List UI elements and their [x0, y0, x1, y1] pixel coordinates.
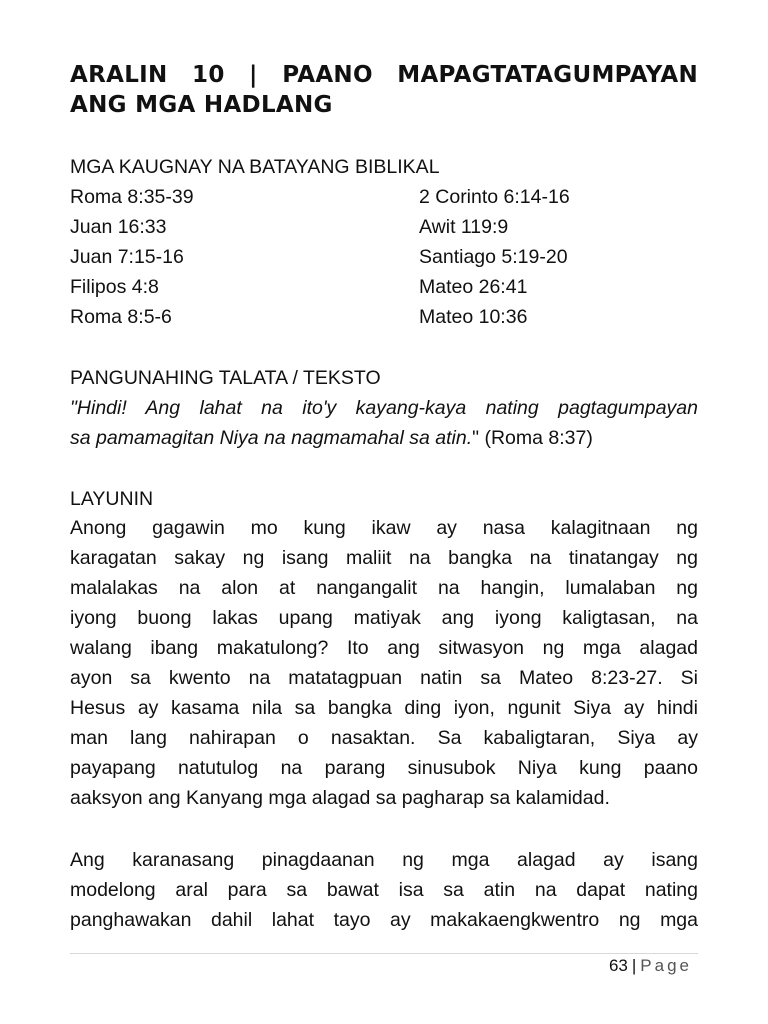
- paragraph-line: panghawakan dahil lahat tayo ay makakaengkwentro ng mga: [70, 909, 698, 931]
- page-footer: [609, 955, 692, 977]
- layunin-paragraph-2: [70, 845, 698, 935]
- paragraph-line: payapang natutulog na parang sinusubok Niya kung paano: [70, 757, 698, 779]
- paragraph-line: man lang nahirapan o nasaktan. Sa kabaligtaran, Siya ay: [70, 727, 698, 749]
- page-label: Page: [640, 956, 692, 975]
- paragraph-line: Hesus ay kasama nila sa bangka ding iyon, ngunit Siya ay hindi: [70, 697, 698, 719]
- ref-left: Juan 16:33: [70, 216, 167, 238]
- paragraph-line: malalakas na alon at nangangalit na hangin, lumalaban ng: [70, 577, 698, 599]
- paragraph-line: karagatan sakay ng isang maliit na bangka na tinatangay ng: [70, 547, 698, 569]
- footer-separator: |: [631, 956, 637, 975]
- ref-right: Mateo 10:36: [419, 306, 528, 328]
- ref-right: Awit 119:9: [419, 216, 509, 238]
- ref-row: [70, 272, 698, 302]
- ref-left: Juan 7:15-16: [70, 246, 184, 268]
- ref-left: Filipos 4:8: [70, 276, 159, 298]
- layunin-paragraph-1: [70, 513, 698, 813]
- key-verse: [70, 393, 698, 453]
- verse-line-2-italic: sa pamamagitan Niya na nagmamahal sa atin.: [70, 427, 473, 449]
- ref-row: [70, 302, 698, 332]
- paragraph-line: ayon sa kwento na matatagpuan natin sa Mateo 8:23-27. Si: [70, 667, 698, 689]
- verse-line-2: [70, 423, 698, 453]
- ref-right: Mateo 26:41: [419, 276, 528, 298]
- refs-list: [70, 182, 698, 332]
- ref-row: [70, 242, 698, 272]
- refs-heading: MGA KAUGNAY NA BATAYANG BIBLIKAL: [70, 156, 440, 178]
- ref-right: Santiago 5:19-20: [419, 246, 568, 268]
- title-line-1: ARALIN 10 | PAANO MAPAGTATAGUMPAYAN: [70, 62, 698, 88]
- text-heading: PANGUNAHING TALATA / TEKSTO: [70, 367, 381, 389]
- paragraph-line: Ang karanasang pinagdaanan ng mga alagad ay isang: [70, 849, 698, 871]
- footer-divider: [70, 953, 698, 954]
- ref-row: [70, 212, 698, 242]
- ref-left: Roma 8:5-6: [70, 306, 172, 328]
- verse-citation: " (Roma 8:37): [472, 427, 593, 449]
- paragraph-line: walang ibang makatulong? Ito ang sitwasyon ng mga alagad: [70, 637, 698, 659]
- layunin-heading: LAYUNIN: [70, 488, 154, 510]
- verse-line-1: [70, 393, 698, 423]
- verse-line-1-text: "Hindi! Ang lahat na ito'y kayang-kaya nating pagtagumpayan: [70, 397, 698, 419]
- ref-left: Roma 8:35-39: [70, 186, 194, 208]
- title-line-2: ANG MGA HADLANG: [70, 92, 333, 118]
- paragraph-line: Anong gagawin mo kung ikaw ay nasa kalagitnaan ng: [70, 517, 698, 539]
- lesson-title: [70, 60, 698, 120]
- page-number: 63: [608, 956, 628, 975]
- paragraph-line: modelong aral para sa bawat isa sa atin na dapat nating: [70, 879, 698, 901]
- ref-right: 2 Corinto 6:14-16: [419, 186, 570, 208]
- ref-row: [70, 182, 698, 212]
- paragraph-line: aaksyon ang Kanyang mga alagad sa pagharap sa kalamidad.: [70, 787, 610, 809]
- paragraph-line: iyong buong lakas upang matiyak ang iyong kaligtasan, na: [70, 607, 698, 629]
